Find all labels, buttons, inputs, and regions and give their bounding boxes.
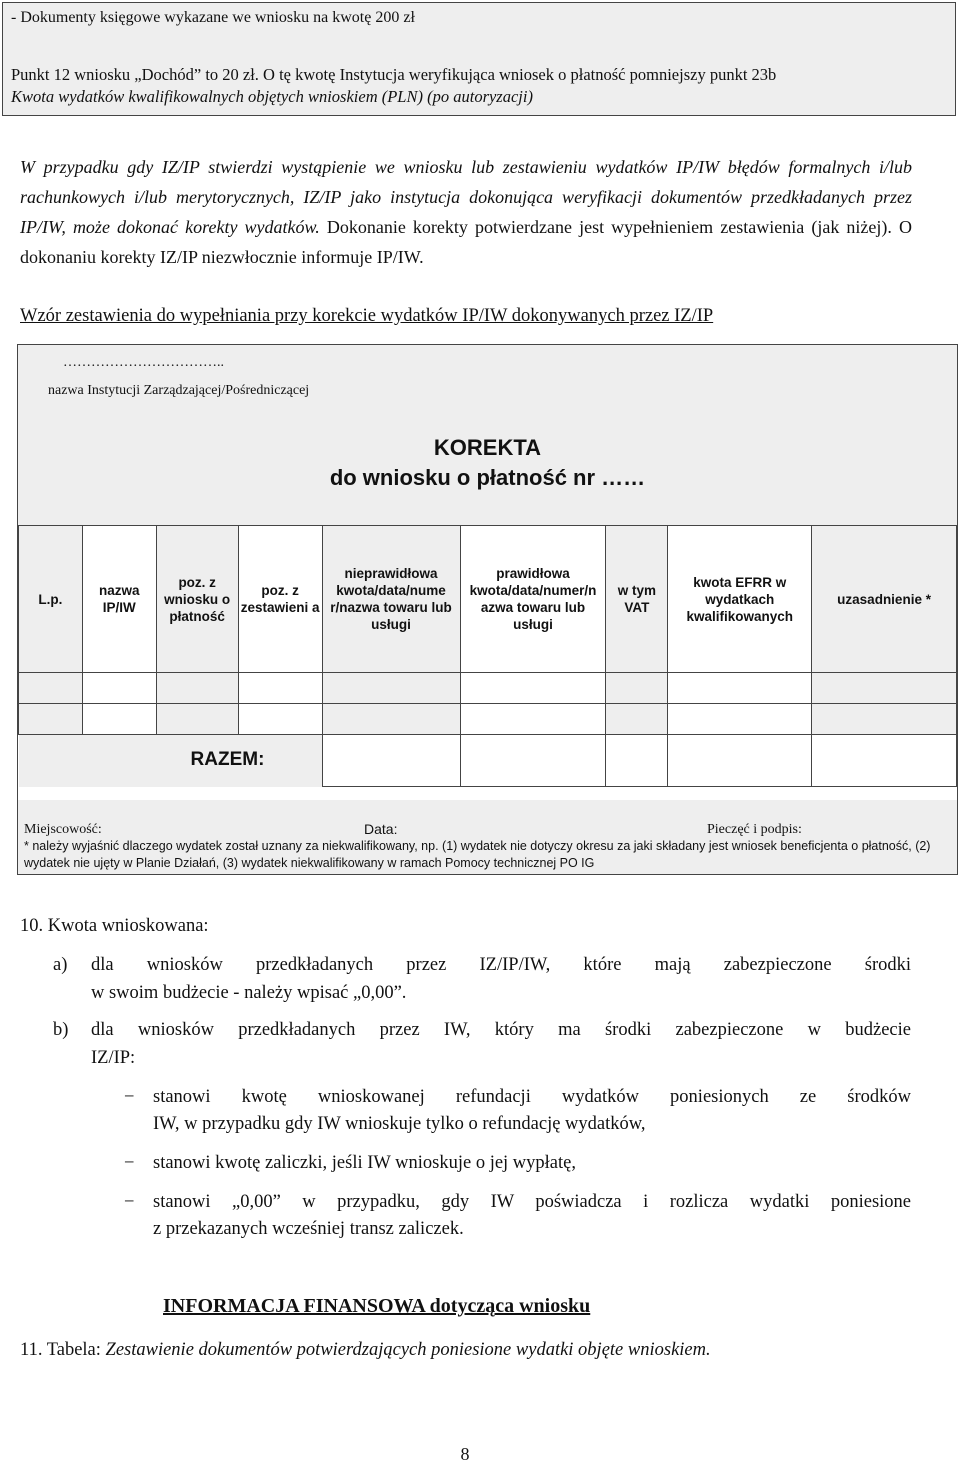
dash-item-1-line-2: IW, w przypadku gdy IW wnioskuje tylko o refundację wydatków, xyxy=(153,1114,646,1134)
header-uzasadnienie: uzasadnienie * xyxy=(812,526,957,673)
table-cell xyxy=(322,673,460,704)
table-row xyxy=(19,704,957,735)
dash-item-3-line-2: z przekazanych wcześniej transz zaliczek. xyxy=(153,1219,464,1239)
correction-form xyxy=(17,344,958,875)
item-b-label: b) xyxy=(53,1020,69,1040)
paragraph-italic-part: W przypadku gdy IZ/IP stwierdzi wystąpienie we wniosku lub zestawieniu wydatków IP/IW błędów formalnych i/lub rachunkowych i/lub merytorycznych, IZ/IP jako instytucja dokonująca weryfikacji dokumentów przedkładanych przez IP/IW, może dokonać korekty wydatków. xyxy=(20,157,912,237)
dash-item-1-line-1: stanowi kwotę wnioskowanej refundacji wydatków poniesionych ze środków xyxy=(153,1087,911,1107)
header-nazwa: nazwa IP/IW xyxy=(82,526,156,673)
header-efrr: kwota EFRR w wydatkach kwalifikowanych xyxy=(668,526,812,673)
header-poz-wniosku: poz. z wniosku o płatność xyxy=(156,526,238,673)
date-label: Data: xyxy=(364,821,398,837)
table-cell xyxy=(156,673,238,704)
top-box-line-1: - Dokumenty księgowe wykazane we wniosku na kwotę 200 zł xyxy=(11,9,415,26)
item-b-line-1: dla wniosków przedkładanych przez IW, który ma środki zabezpieczone w budżecie xyxy=(91,1020,911,1040)
total-cell xyxy=(812,735,957,787)
page-number: 8 xyxy=(460,1444,470,1464)
form-title xyxy=(18,433,957,493)
stamp-signature-label: Pieczęć i podpis: xyxy=(707,822,802,837)
header-prawidlowa: prawidłowa kwota/data/numer/n azwa towaru lub usługi xyxy=(460,526,606,673)
section-11 xyxy=(20,1336,711,1364)
financial-info-heading: INFORMACJA FINANSOWA dotycząca wniosku xyxy=(163,1295,591,1317)
dash-3: − xyxy=(124,1192,135,1212)
template-title: Wzór zestawienia do wypełniania przy korekcie wydatków IP/IW dokonywanych przez IZ/IP xyxy=(20,306,714,326)
total-label: RAZEM: xyxy=(190,749,265,770)
header-poz-zestawienia: poz. z zestawieni a xyxy=(238,526,322,673)
table-cell xyxy=(668,673,812,704)
korekta-heading: KOREKTA xyxy=(433,435,542,460)
total-cell xyxy=(668,735,812,787)
table-cell xyxy=(238,673,322,704)
institution-name-blank: …………………………….. xyxy=(63,355,224,370)
table-cell xyxy=(812,673,957,704)
header-lp: L.p. xyxy=(19,526,83,673)
correction-paragraph xyxy=(20,152,912,272)
section-11-label: 11. Tabela: xyxy=(20,1340,106,1360)
table-cell xyxy=(606,673,668,704)
dash-item-3-line-1: stanowi „0,00” w przypadku, gdy IW poświadcza i rozlicza wydatki poniesione xyxy=(153,1192,911,1212)
section-10-title: 10. Kwota wnioskowana: xyxy=(20,916,209,936)
section-11-title: Zestawienie dokumentów potwierdzających poniesione wydatki objęte wnioskiem. xyxy=(105,1340,711,1360)
top-info-box xyxy=(2,2,956,116)
institution-label: nazwa Instytucji Zarządzającej/Pośredniczącej xyxy=(48,383,310,398)
table-cell xyxy=(19,673,83,704)
top-box-line-2: Punkt 12 wniosku „Dochód” to 20 zł. O tę kwotę Instytucja weryfikująca wniosek o płatność pomniejszy punkt 23b xyxy=(11,65,777,84)
item-a-line-2: w swoim budżecie - należy wpisać „0,00”. xyxy=(91,983,407,1003)
table-header-row xyxy=(19,526,957,673)
table-cell xyxy=(460,704,606,735)
table-cell xyxy=(606,704,668,735)
total-cell xyxy=(606,735,668,787)
dash-2: − xyxy=(124,1153,135,1173)
table-cell xyxy=(460,673,606,704)
korekta-subtitle: do wniosku o płatność nr …… xyxy=(329,465,646,490)
table-row xyxy=(19,673,957,704)
table-cell xyxy=(19,704,83,735)
place-label: Miejscowość: xyxy=(24,822,102,837)
total-cell xyxy=(460,735,606,787)
item-a-label: a) xyxy=(53,955,68,975)
item-a-line-1: dla wniosków przedkładanych przez IZ/IP/IW, które mają zabezpieczone środki xyxy=(91,955,911,975)
paragraph-normal-part: Dokonanie korekty potwierdzane jest wypełnieniem zestawienia (jak niżej). O dokonaniu korekty IZ/IP niezwłocznie informuje IP/IW. xyxy=(20,217,913,267)
item-b-line-2: IZ/IP: xyxy=(91,1048,136,1068)
table-cell xyxy=(812,704,957,735)
top-box-line-3: Kwota wydatków kwalifikowalnych objętych wnioskiem (PLN) (po autoryzacji) xyxy=(11,87,533,106)
header-nieprawidlowa: nieprawidłowa kwota/data/nume r/nazwa towaru lub usługi xyxy=(322,526,460,673)
table-cell xyxy=(82,704,156,735)
table-cell xyxy=(156,704,238,735)
table-cell xyxy=(322,704,460,735)
dash-1: − xyxy=(124,1087,135,1107)
table-cell xyxy=(668,704,812,735)
footnote: * należy wyjaśnić dlaczego wydatek został uznany za niekwalifikowany, np. (1) wydatek nie dotyczy okresu za jaki składany jest wniosek beneficjenta o płatność, (2) wydatek nie ujęty w Planie Działań, (3) wydatek niekwalifikowany w ramach Pomocy technicznej PO IG xyxy=(24,839,931,870)
table-cell xyxy=(238,704,322,735)
table-cell xyxy=(82,673,156,704)
header-vat: w tym VAT xyxy=(606,526,668,673)
dash-item-2: stanowi kwotę zaliczki, jeśli IW wnioskuje o jej wypłatę, xyxy=(153,1153,576,1173)
